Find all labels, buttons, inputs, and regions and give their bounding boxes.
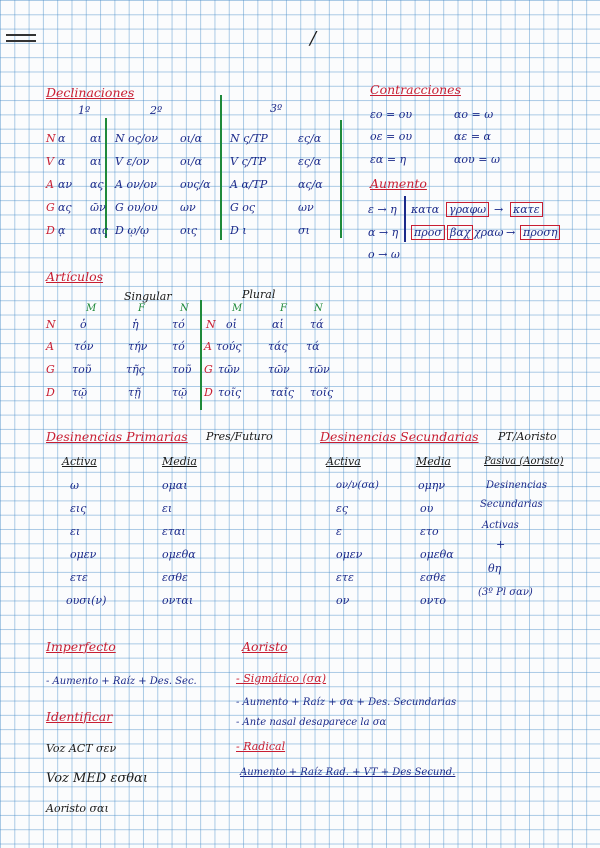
identificar-title: Identificar — [46, 709, 113, 724]
gender-label: N — [180, 303, 189, 314]
des-cell: ομεθα — [420, 548, 454, 561]
des-cell: ει — [70, 525, 81, 538]
decl-cell: ῶν — [90, 201, 106, 214]
aumento-rule: ο → ω — [368, 248, 400, 261]
art-cell: τό — [172, 318, 185, 331]
des-cell: ομεν — [336, 548, 363, 561]
art-cell: τῶν — [308, 363, 330, 376]
aumento-rule: α → η — [368, 226, 399, 239]
decl-cell: σι — [298, 224, 310, 237]
des-cell: ετε — [70, 571, 88, 584]
decl-cell: ες/α — [298, 155, 322, 168]
margin-note: / — [310, 28, 317, 49]
gender-label: N — [314, 303, 323, 314]
declinaciones-title: Declinaciones — [46, 85, 135, 100]
imperfecto-rule: - Aumento + Raíz + Des. Sec. — [46, 676, 197, 687]
des-cell: + — [496, 538, 506, 551]
aumento-boxed-word: γραφω — [446, 202, 489, 217]
aoristo-sigmatico: - Sigmático (σα) — [236, 672, 327, 685]
binder-mark — [6, 40, 36, 42]
art-cell: ταῖς — [270, 386, 294, 399]
decl-case: A — [46, 178, 54, 191]
art-cell: τῷ — [72, 386, 88, 399]
decl-cell: ας/α — [298, 178, 323, 191]
contraccion-item: εο = ου — [370, 108, 413, 121]
decl-header-2: 2º — [150, 104, 163, 117]
aumento-divider — [404, 196, 406, 242]
des-cell: εσθε — [162, 571, 188, 584]
des-cell: Desinencias — [486, 480, 547, 491]
des-cell: εσθε — [420, 571, 446, 584]
des-sec-col-media: Media — [416, 455, 451, 468]
des-secundarias-subtitle: PT/Aoristo — [498, 430, 557, 443]
decl-divider — [340, 120, 342, 238]
articulos-divider — [200, 300, 202, 410]
des-cell: (3º Pl σαν) — [478, 587, 533, 598]
decl-cell: G ος — [230, 201, 256, 214]
gender-label: M — [232, 303, 243, 314]
des-prim-col-activa: Activa — [62, 455, 97, 468]
art-cell: τάς — [268, 340, 288, 353]
art-case: A — [204, 340, 212, 353]
decl-cell: G ου/ου — [115, 201, 158, 214]
des-cell: ονται — [162, 594, 194, 607]
decl-header-3: 3º — [270, 102, 283, 115]
art-cell: τό — [172, 340, 185, 353]
imperfecto-title: Imperfecto — [46, 639, 116, 654]
decl-cell: A ον/ον — [115, 178, 157, 191]
contraccion-item: εα = η — [370, 153, 407, 166]
des-cell: ον/ν(σα) — [336, 480, 379, 491]
art-case: A — [46, 340, 54, 353]
art-cell: τοῦ — [72, 363, 92, 376]
aoristo-radical: - Radical — [236, 740, 286, 753]
arrow-icon: → — [494, 203, 504, 216]
decl-case: G — [46, 201, 55, 214]
des-cell: ομαι — [162, 479, 188, 492]
des-cell: ε — [336, 525, 342, 538]
decl-cell: ες/α — [298, 132, 322, 145]
decl-cell: οι/α — [180, 155, 203, 168]
decl-cell: D ῳ/ῳ — [115, 224, 149, 237]
aumento-result: προση — [520, 225, 560, 240]
art-case: G — [46, 363, 55, 376]
contraccion-item: αου = ω — [454, 153, 500, 166]
des-prim-col-media: Media — [162, 455, 197, 468]
identificar-line: Voz MED εσθαι — [46, 771, 148, 786]
decl-case: N — [46, 132, 56, 145]
decl-cell: α — [58, 132, 66, 145]
des-sec-col-activa: Activa — [326, 455, 361, 468]
art-cell: τούς — [216, 340, 242, 353]
aumento-boxed-word: βαχ — [447, 225, 473, 240]
des-cell: ου — [420, 502, 434, 515]
des-primarias-title: Desinencias Primarias — [46, 429, 188, 444]
decl-cell: A α/ΤΡ — [230, 178, 268, 191]
des-secundarias-title: Desinencias Secundarias — [320, 429, 479, 444]
art-cell: τά — [306, 340, 320, 353]
des-cell: ον — [336, 594, 350, 607]
decl-case: V — [46, 155, 54, 168]
art-cell: τῶν — [218, 363, 240, 376]
aumento-word: χραω — [474, 226, 504, 239]
art-cell: τῆς — [126, 363, 145, 376]
art-case: D — [204, 386, 213, 399]
art-cell: τοῖς — [218, 386, 242, 399]
art-cell: τοῦ — [172, 363, 192, 376]
contraccion-item: οε = ου — [370, 130, 413, 143]
decl-case: D — [46, 224, 55, 237]
decl-cell: οι/α — [180, 132, 203, 145]
decl-cell: οις — [180, 224, 198, 237]
decl-cell: ων — [180, 201, 196, 214]
contraccion-item: αε = α — [454, 130, 491, 143]
decl-divider — [105, 118, 107, 238]
decl-cell: N ος/ον — [115, 132, 158, 145]
art-cell: τῷ — [172, 386, 188, 399]
des-cell: ομεν — [70, 548, 97, 561]
decl-cell: ᾳ — [58, 224, 66, 237]
des-primarias-subtitle: Pres/Futuro — [206, 430, 273, 443]
gender-label: F — [138, 303, 145, 314]
des-cell: ομεθα — [162, 548, 196, 561]
decl-cell: αι — [90, 155, 102, 168]
art-cell: ἡ — [132, 318, 139, 331]
des-cell: Activas — [482, 520, 519, 531]
decl-header-1: 1º — [78, 104, 91, 117]
art-cell: τόν — [74, 340, 94, 353]
art-case: N — [206, 318, 216, 331]
articulos-title: Artículos — [46, 269, 104, 284]
identificar-line: Aoristo σαι — [46, 802, 109, 815]
decl-cell: V ε/ον — [115, 155, 150, 168]
decl-divider — [220, 95, 222, 240]
contraccion-item: αο = ω — [454, 108, 494, 121]
des-cell: ετο — [420, 525, 439, 538]
decl-cell: α — [58, 155, 66, 168]
binder-mark — [6, 34, 36, 36]
des-sec-col-pasiva: Pasiva (Aoristo) — [484, 456, 564, 467]
decl-cell: D ι — [230, 224, 247, 237]
aoristo-title: Aoristo — [242, 639, 288, 654]
art-case: N — [46, 318, 56, 331]
arrow-icon: → — [506, 226, 516, 239]
des-cell: ει — [162, 502, 173, 515]
des-cell: ουσι(ν) — [66, 594, 107, 607]
des-cell: οντο — [420, 594, 447, 607]
des-cell: ες — [336, 502, 349, 515]
aoristo-rule: - Ante nasal desaparece la σα — [236, 717, 387, 728]
aumento-word: κατα — [411, 203, 440, 216]
des-cell: ετε — [336, 571, 354, 584]
aumento-rule: ε → η — [368, 203, 397, 216]
decl-cell: N ς/ΤΡ — [230, 132, 268, 145]
contracciones-title: Contracciones — [370, 82, 461, 97]
des-cell: ω — [70, 479, 79, 492]
gender-label: M — [86, 303, 97, 314]
decl-cell: ων — [298, 201, 314, 214]
aumento-result: κατε — [510, 202, 543, 217]
art-cell: τά — [310, 318, 324, 331]
des-cell: ομην — [418, 479, 446, 492]
des-cell: εις — [70, 502, 87, 515]
art-cell: τήν — [128, 340, 148, 353]
art-case: D — [46, 386, 55, 399]
art-cell: οἱ — [226, 318, 237, 331]
art-cell: ὁ — [80, 318, 87, 331]
articulos-plural: Plural — [242, 288, 276, 301]
decl-cell: ας — [90, 178, 104, 191]
decl-cell: V ς/ΤΡ — [230, 155, 267, 168]
decl-cell: ας — [58, 201, 72, 214]
des-cell: θη — [488, 562, 502, 575]
aumento-title: Aumento — [370, 176, 427, 191]
art-cell: τῇ — [128, 386, 141, 399]
decl-cell: αι — [90, 132, 102, 145]
articulos-singular: Singular — [124, 290, 172, 303]
art-cell: τῶν — [268, 363, 290, 376]
gender-label: F — [280, 303, 287, 314]
aumento-boxed-word: προσ — [411, 225, 445, 240]
aoristo-rule: - Aumento + Raíz + σα + Des. Secundarias — [236, 697, 457, 708]
art-cell: αἱ — [272, 318, 284, 331]
decl-cell: αις — [90, 224, 108, 237]
decl-cell: ους/α — [180, 178, 211, 191]
identificar-line: Voz ACT σεν — [46, 742, 117, 755]
art-cell: τοῖς — [310, 386, 334, 399]
des-cell: εται — [162, 525, 186, 538]
art-case: G — [204, 363, 213, 376]
aoristo-rule: Aumento + Raíz Rad. + VT + Des Secund. — [240, 767, 456, 778]
decl-cell: αν — [58, 178, 73, 191]
des-cell: Secundarias — [480, 499, 543, 510]
